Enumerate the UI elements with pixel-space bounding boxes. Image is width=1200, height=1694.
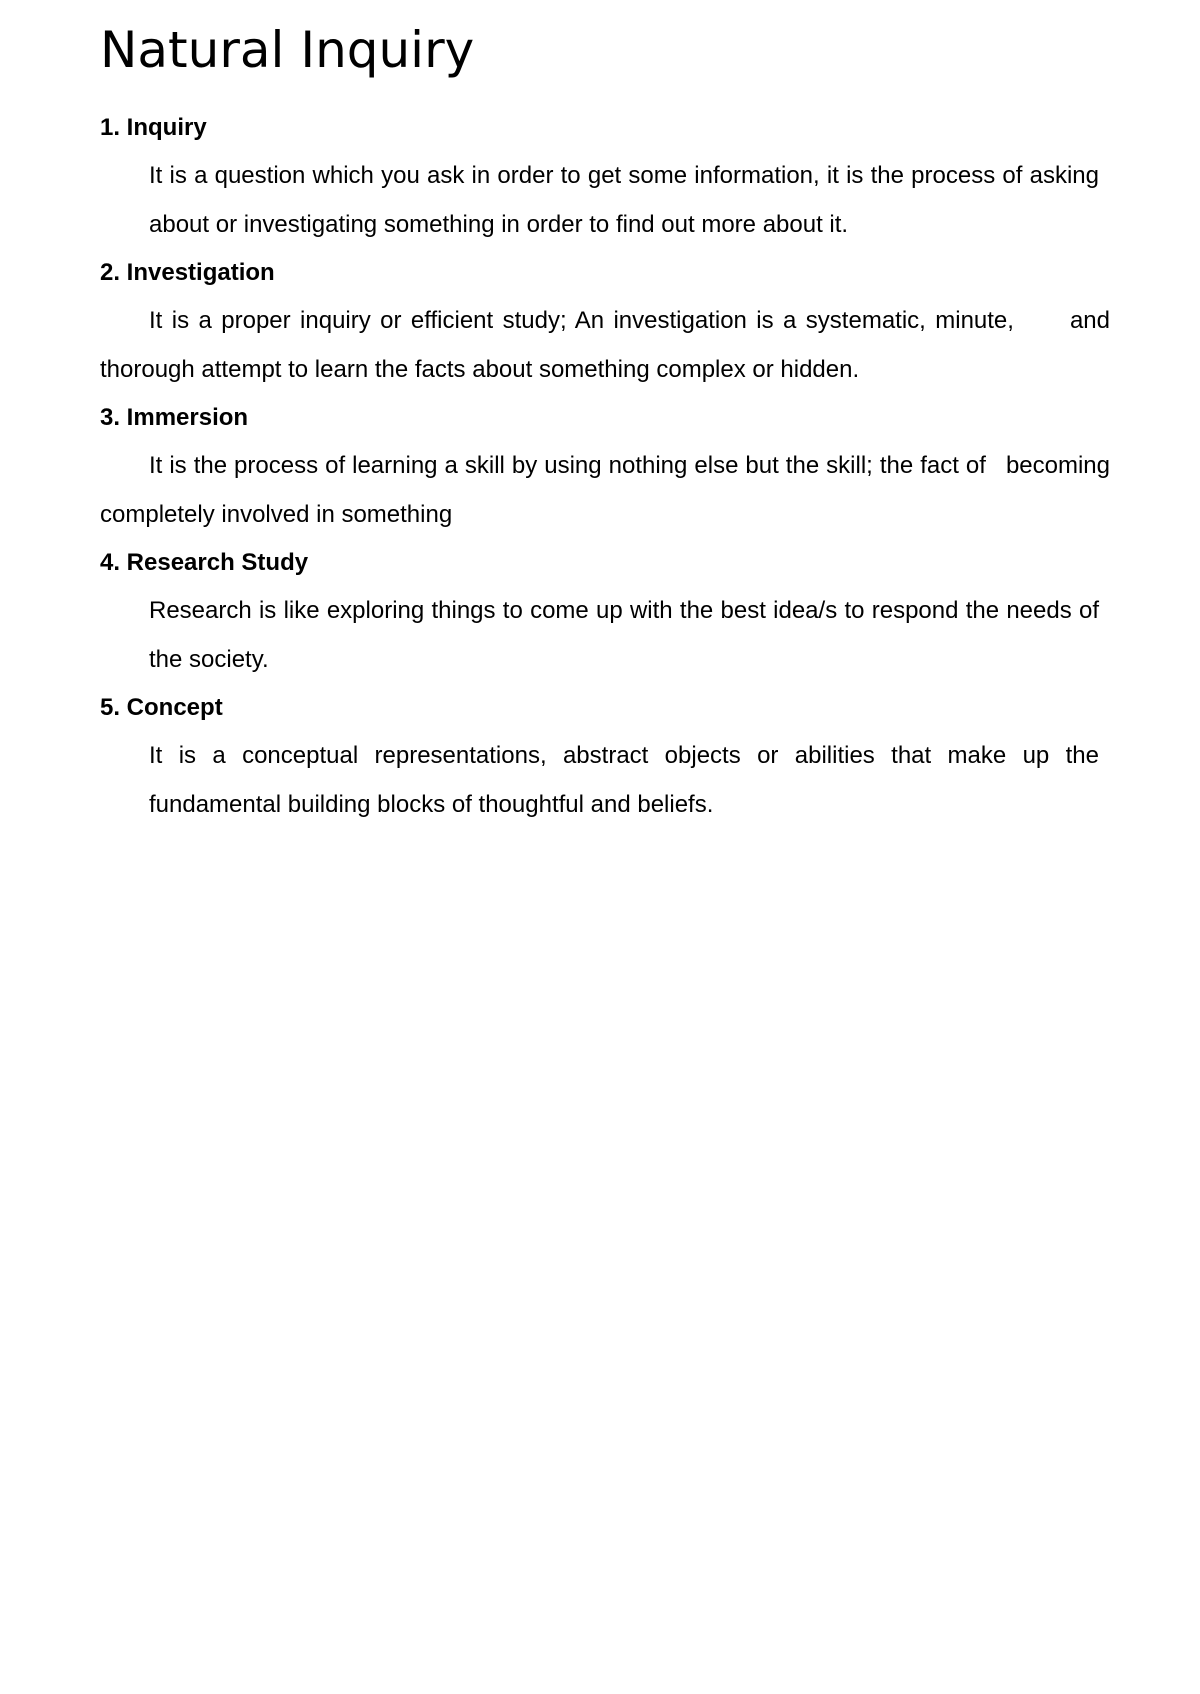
section-heading: 1. Inquiry xyxy=(100,114,207,141)
section-inquiry xyxy=(100,104,1110,249)
section-immersion xyxy=(100,394,1110,539)
section-investigation xyxy=(100,249,1110,394)
section-heading: 2. Investigation xyxy=(100,259,275,286)
document-body xyxy=(100,104,1110,829)
paragraph-text-part: It is the process of learning a skill by using nothing else but the skill; the fact of xyxy=(149,452,986,479)
section-research-study xyxy=(100,539,1110,684)
page-title: Natural Inquiry xyxy=(100,21,475,79)
section-heading: 3. Immersion xyxy=(100,404,249,431)
section-paragraph: Research is like exploring things to come up with the best idea/s to respond the needs of the society. xyxy=(149,597,1099,673)
section-heading: 4. Research Study xyxy=(100,549,309,576)
section-paragraph: It is a question which you ask in order to get some information, it is the process of asking about or investigating something in order to find out more about it. xyxy=(149,162,1099,238)
paragraph-text-part: It is a proper inquiry or efficient study; An investigation is a systematic, minute, xyxy=(149,307,1014,334)
section-paragraph xyxy=(100,442,1110,539)
section-heading: 5. Concept xyxy=(100,694,223,721)
paragraph-text-part: becoming completely involved in something xyxy=(100,452,1110,528)
section-concept xyxy=(100,684,1110,829)
section-paragraph xyxy=(100,297,1110,394)
paragraph-text-part: and thorough attempt to learn the facts about something complex or hidden. xyxy=(100,307,1110,383)
section-paragraph: It is a conceptual representations, abstract objects or abilities that make up the fundamental building blocks of thoughtful and beliefs. xyxy=(149,742,1099,818)
